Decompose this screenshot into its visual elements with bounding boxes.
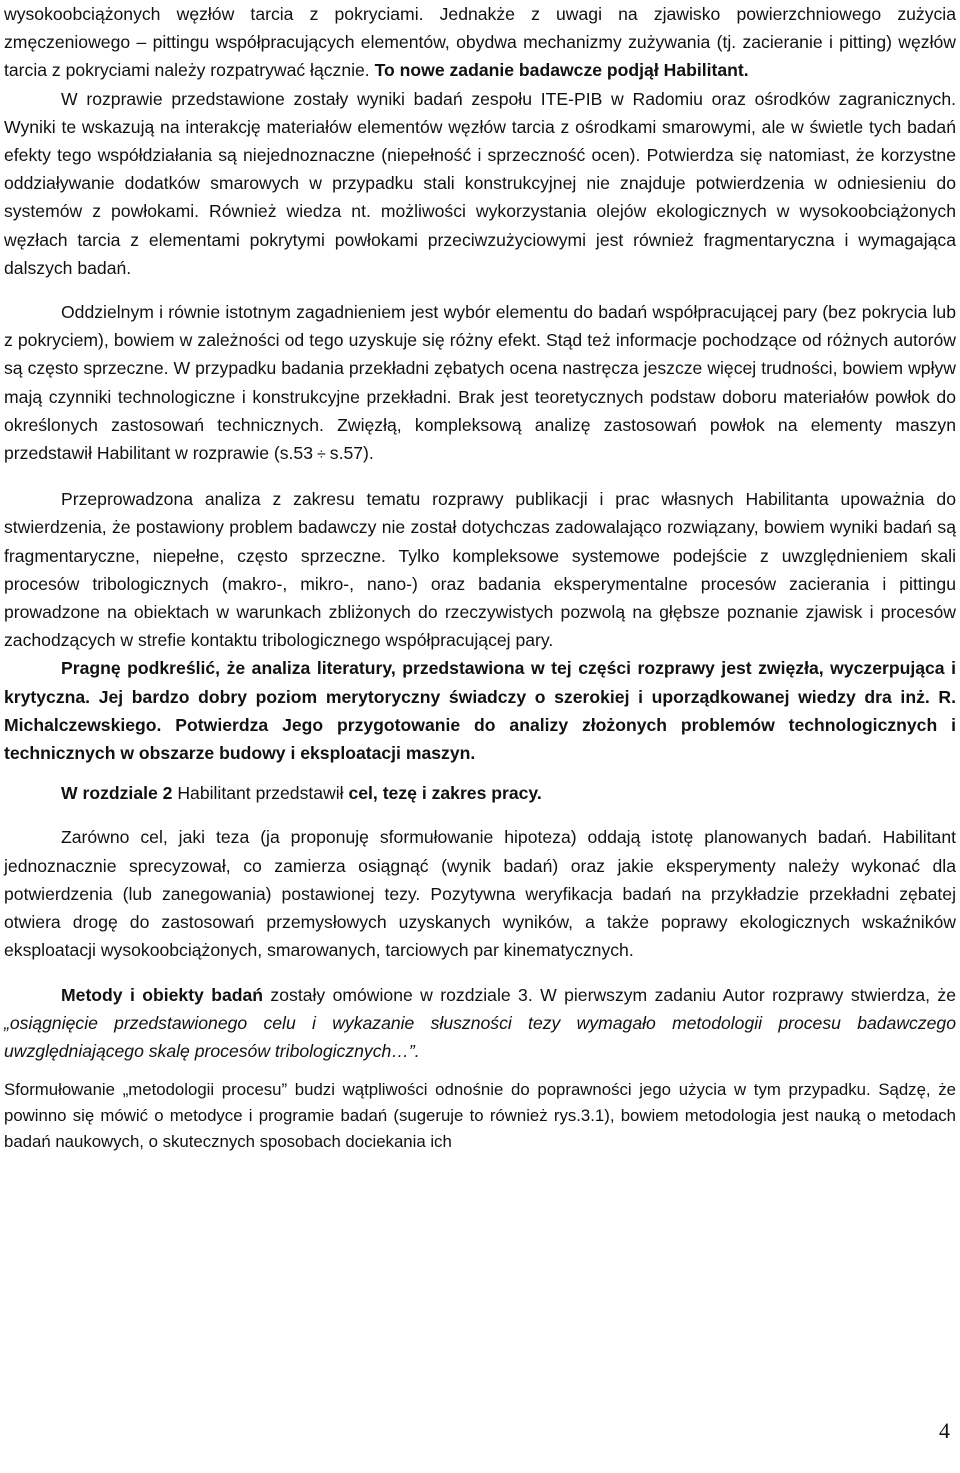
paragraph-1-text: wysokoobciążonych węzłów tarcia z pokryciami. Jednakże z uwagi na zjawisko powierzchniowego zużycia zmęczeniowego – pittingu współpracujących elementów, obydwa mechanizmy zużywania (tj. zacieranie i pitting) węzłów tarcia z pokryciami należy rozpatrywać łącznie. <box>4 4 956 81</box>
paragraph-3-text: Oddzielnym i równie istotnym zagadnieniem jest wybór elementu do badań współpracującej pary (bez pokrycia lub z pokryciem), bowiem w zależności od tego uzyskuje się różny efekt. Stąd też informacje pochodzące od różnych autorów są często sprzeczne. W przypadku badania przekładni zębatych ocena nastręcza jeszcze więcej trudności, bowiem wpływ mają czynniki technologiczne i konstrukcyjne przekładni. Brak jest teoretycznych podstaw doboru materiałów powłok do określonych zastosowań technicznych. Zwięzłą, kompleksową analizę zastosowań powłok na elementy maszyn przedstawił Habilitant w rozprawie (s.53 <box>4 302 956 464</box>
paragraph-6-text: Habilitant przedstawił <box>172 783 349 804</box>
paragraph-6-bold: cel, tezę i zakres pracy. <box>348 783 542 804</box>
page-number: 4 <box>939 1418 950 1443</box>
spacer <box>4 1065 956 1077</box>
paragraph-3-end: s.57). <box>329 443 374 464</box>
spacer <box>4 469 956 485</box>
spacer <box>4 282 956 298</box>
methods-label: Metody i obiekty badań <box>61 984 264 1005</box>
paragraph-6 <box>4 779 956 807</box>
paragraph-4: Przeprowadzona analiza z zakresu tematu rozprawy publikacji i prac własnych Habilitanta upoważnia do stwierdzenia, że postawiony problem badawczy nie został dotychczas zadowalająco rozwiązany, bowiem wyniki badań są fragmentaryczne, niepełne, często sprzeczne. Tylko kompleksowe systemowe podejście z uwzględnieniem skali procesów tribologicznych (makro-, mikro-, nano-) oraz badania eksperymentalne procesów zacierania i pittingu prowadzone na obiektach w warunkach zbliżonych do rzeczywistych pozwolą na głębsze poznanie zjawisk i procesów zachodzących w strefie kontaktu tribologicznego współpracującej pary. <box>4 489 956 651</box>
document-page <box>4 0 956 1155</box>
paragraph-5 <box>4 654 956 767</box>
paragraph-9: Sformułowanie „metodologii procesu” budzi wątpliwości odnośnie do poprawności jego użycia w tym przypadku. Sądzę, że powinno się mówić o metodyce i programie badań (sugeruje to również rys.3.1), bowiem metodologia jest nauką o metodach badań naukowych, o skutecznych sposobach dociekania ich <box>4 1080 956 1152</box>
paragraph-1 <box>4 0 956 85</box>
spacer <box>4 965 956 981</box>
paragraph-7: Zarówno cel, jaki teza (ja proponuję sformułowanie hipoteza) oddają istotę planowanych badań. Habilitant jednoznacznie sprecyzował, co zamierza osiągnąć (wynik badań) oraz jakie eksperymenty należy wykonać dla potwierdzenia (lub zanegowania) postawionej tezy. Pozytywna weryfikacja badań na przykładzie przekładni zębatej otwiera drogę do zastosowań przemysłowych uzyskanych wyników, a także poprawy ekologicznych wskaźników eksploatacji wysokoobciążonych, smarowanych, tarciowych par kinematycznych. <box>4 827 956 961</box>
division-symbol: ÷ <box>317 446 326 464</box>
spacer <box>4 767 956 779</box>
paragraph-8-quote: „osiągnięcie przedstawionego celu i wykazanie słuszności tezy wymagało metodologii procesu badawczego uwzględniającego skalę procesów tribologicznych…”. <box>4 1012 956 1061</box>
paragraph-2: W rozprawie przedstawione zostały wyniki badań zespołu ITE-PIB w Radomiu oraz ośrodków zagranicznych. Wyniki te wskazują na interakcję materiałów elementów węzłów tarcia z ośrodkami smarowymi, ale w świetle tych badań efekty tego współdziałania są niejednoznaczne (niepełność i sprzeczność ocen). Potwierdza się natomiast, że korzystne oddziaływanie dodatków smarowych w przypadku stali konstrukcyjnej nie znajduje potwierdzenia w odniesieniu do systemów z powłokami. Również wiedza nt. możliwości wykorzystania olejów ekologicznych w wysokoobciążonych węzłach tarcia z elementami pokrytymi powłokami przeciwzużyciowymi jest również fragmentaryczna i wymagająca dalszych badań. <box>4 88 956 278</box>
paragraph-3 <box>4 298 956 469</box>
paragraph-8-text: zostały omówione w rozdziale 3. W pierwszym zadaniu Autor rozprawy stwierdza, że <box>263 984 956 1005</box>
spacer <box>4 807 956 823</box>
paragraph-1-bold: To nowe zadanie badawcze podjął Habilitant. <box>374 60 749 81</box>
chapter-2-label: W rozdziale 2 <box>61 783 173 804</box>
paragraph-5-bold: Pragnę podkreślić, że analiza literatury, przedstawiona w tej części rozprawy jest zwięzła, wyczerpująca i krytyczna. Jej bardzo dobry poziom merytoryczny świadczy o szerokiej i uporządkowanej wiedzy dra inż. R. Michalczewskiego. Potwierdza Jego przygotowanie do analizy złożonych problemów technologicznych i technicznych w obszarze budowy i eksploatacji maszyn. <box>4 658 956 764</box>
paragraph-8 <box>4 981 956 1066</box>
